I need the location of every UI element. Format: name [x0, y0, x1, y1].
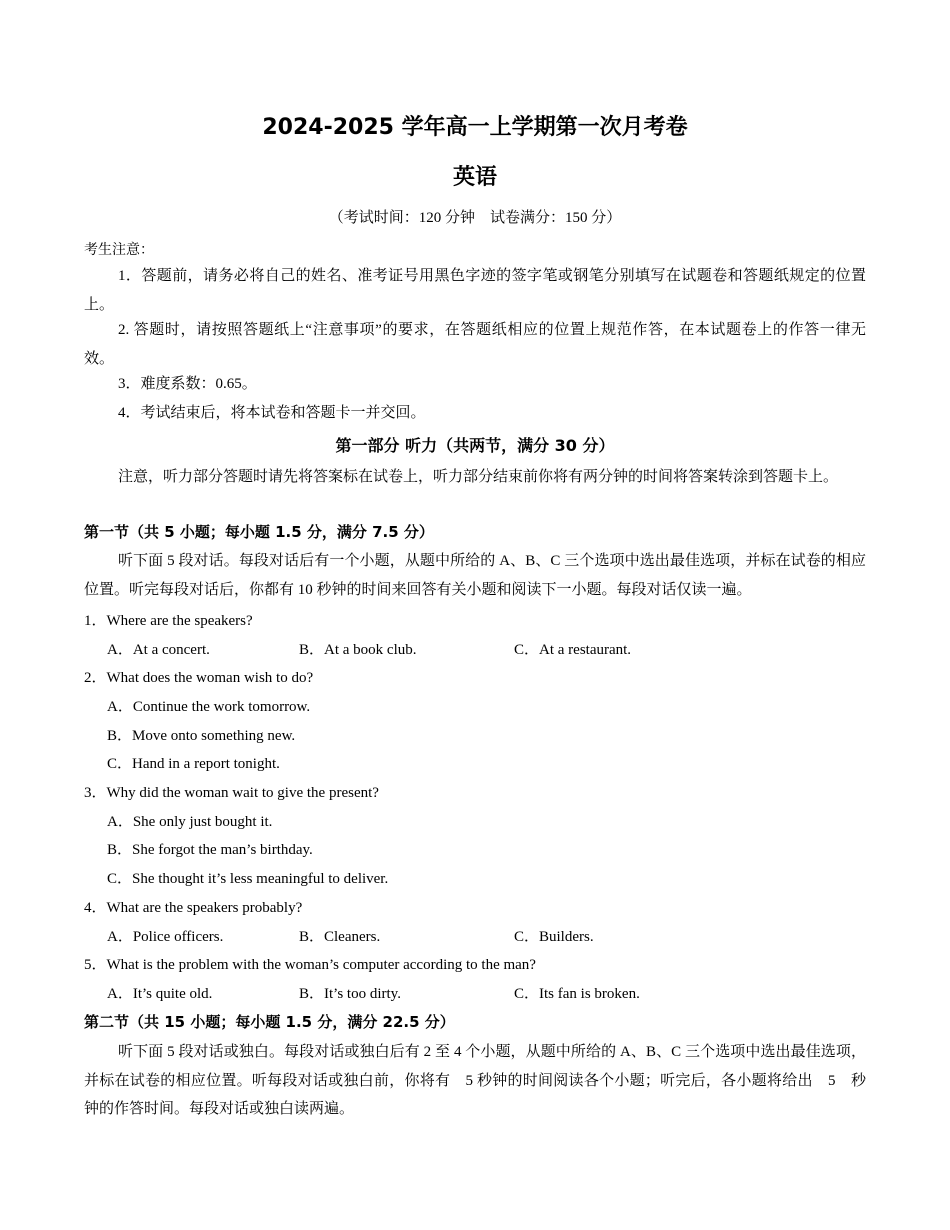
notice-item-2: 2. 答题时，请按照答题纸上“注意事项”的要求，在答题纸相应的位置上规范作答，在本试题卷上的作答一律无效。 [84, 322, 866, 367]
exam-subject: 英语 [452, 165, 497, 190]
exam-title: 2024-2025 学年高一上学期第一次月考卷 [262, 115, 688, 140]
notice-item-3: 3．难度系数：0.65。 [118, 376, 257, 392]
exam-info: （考试时间：120 分钟 试卷满分：150 分） [328, 210, 622, 226]
question-4-option-c: C．Builders. [514, 929, 594, 945]
question-1-option-b: B．At a book club. [299, 642, 417, 658]
section1-instructions: 听下面 5 段对话。每段对话后有一个小题，从题中所给的 A、B、C 三个选项中选出最佳选项，并标在试卷的相应位置。听完每段对话后，你都有 10 秒钟的时间来回答有关小题和阅读下一小题。每段对话仅读一遍。 [84, 553, 866, 598]
question-4-option-b: B．Cleaners. [299, 929, 381, 945]
question-5-option-b: B．It’s too dirty. [299, 986, 401, 1002]
section2-instructions: 听下面 5 段对话或独白。每段对话或独白后有 2 至 4 个小题，从题中所给的 A、B、C 三个选项中选出最佳选项，并标在试卷的相应位置。听每段对话或独白前，你将有 5 秒钟的时间阅读各个小题；听完后，各小题将给出 5 秒钟的作答时间。每段对话或独白读两遍。 [84, 1044, 866, 1117]
part1-note: 注意，听力部分答题时请先将答案标在试卷上，听力部分结束前你将有两分钟的时间将答案转涂到答题卡上。 [118, 469, 839, 485]
question-4-stem: 4．What are the speakers probably? [84, 900, 303, 916]
question-1-option-c: C．At a restaurant. [514, 642, 632, 658]
part1-heading: 第一部分 听力（共两节，满分 30 分） [335, 436, 615, 455]
question-4-option-a: A．Police officers. [107, 929, 224, 945]
section1-heading: 第一节（共 5 小题；每小题 1.5 分，满分 7.5 分） [84, 523, 434, 541]
question-2-option-c: C．Hand in a report tonight. [107, 756, 280, 772]
notice-heading: 考生注意： [84, 242, 154, 258]
question-2-stem: 2．What does the woman wish to do? [84, 670, 314, 686]
question-5-stem: 5．What is the problem with the woman’s computer according to the man? [84, 957, 536, 973]
question-5-option-a: A．It’s quite old. [107, 986, 213, 1002]
question-3-option-b: B．She forgot the man’s birthday. [107, 842, 313, 858]
question-2-option-a: A．Continue the work tomorrow. [107, 699, 311, 715]
question-2-option-b: B．Move onto something new. [107, 728, 296, 744]
question-3-stem: 3．Why did the woman wait to give the present? [84, 785, 379, 801]
question-3-option-c: C．She thought it’s less meaningful to deliver. [107, 871, 389, 887]
question-3-option-a: A．She only just bought it. [107, 814, 273, 830]
question-1-stem: 1．Where are the speakers? [84, 613, 253, 629]
question-1-option-a: A．At a concert. [107, 642, 210, 658]
section2-heading: 第二节（共 15 小题；每小题 1.5 分，满分 22.5 分） [84, 1013, 455, 1031]
notice-item-4: 4．考试结束后，将本试卷和答题卡一并交回。 [118, 405, 426, 421]
notice-item-1: 1．答题前，请务必将自己的姓名、准考证号用黑色字迹的签字笔或钢笔分别填写在试题卷和答题纸规定的位置上。 [84, 268, 866, 313]
question-5-option-c: C．Its fan is broken. [514, 986, 640, 1002]
